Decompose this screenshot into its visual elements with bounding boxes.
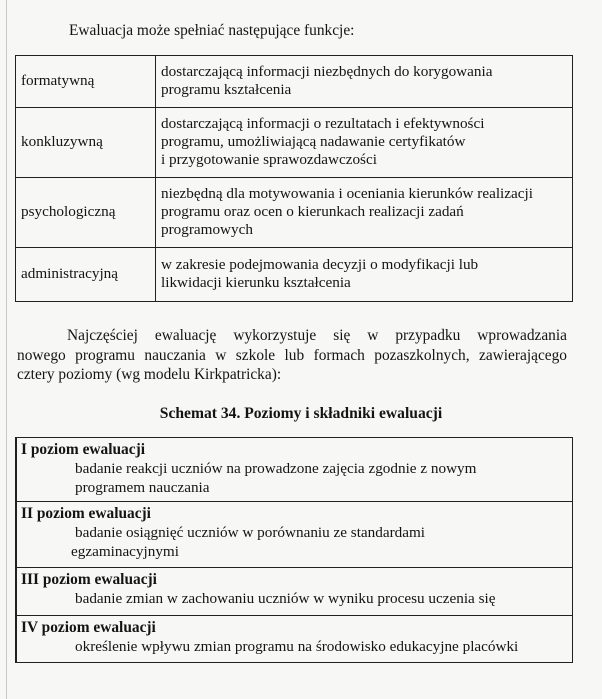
table-row bbox=[16, 248, 573, 302]
level-block bbox=[17, 438, 572, 501]
level-block bbox=[17, 615, 572, 662]
description-line: i przygotowanie sprawozdawczości bbox=[161, 151, 377, 168]
description-line: dostarczającą informacji niezbędnych do korygowania bbox=[161, 63, 493, 80]
level-title: I poziom ewaluacji bbox=[21, 441, 145, 458]
paragraph-line-1-wrap bbox=[17, 326, 567, 346]
level-description: badanie reakcji uczniów na prowadzone zajęcia zgodnie z nowym bbox=[75, 460, 477, 477]
level-description: badanie osiągnięć uczniów w porównaniu ze standardami bbox=[75, 524, 426, 541]
level-block bbox=[17, 567, 572, 615]
page-gutter-line bbox=[6, 0, 7, 699]
paragraph-line-3: cztery poziomy (wg modelu Kirkpatricka): bbox=[17, 366, 282, 383]
table-row bbox=[16, 178, 573, 248]
level-description: badanie zmian w zachowaniu uczniów w wyniku procesu uczenia się bbox=[75, 590, 496, 607]
function-description bbox=[156, 108, 573, 178]
description-line: dostarczającą informacji o rezultatach i efektywności bbox=[161, 115, 485, 132]
function-term: psychologiczną bbox=[16, 178, 156, 248]
level-description: określenie wpływu zmian programu na środowisko edukacyjne placówki bbox=[75, 638, 519, 655]
paragraph-line-2-wrap bbox=[17, 346, 567, 366]
functions-table bbox=[15, 55, 573, 302]
level-block bbox=[17, 501, 572, 567]
description-line: likwidacji kierunku kształcenia bbox=[161, 274, 351, 291]
description-line: programu oraz ocen o kierunkach realizacji zadań bbox=[161, 203, 464, 220]
level-description: programem nauczania bbox=[75, 479, 210, 496]
function-description bbox=[156, 178, 573, 248]
paragraph-line-1: Najczęściej ewaluację wykorzystuje się w przypadku wprowadzania bbox=[67, 327, 567, 344]
body-paragraph bbox=[17, 326, 567, 385]
paragraph-line-2: nowego programu nauczania w szkole lub formach pozaszkolnych, zawierającego bbox=[17, 346, 567, 364]
description-line: niezbędną dla motywowania i oceniania kierunków realizacji bbox=[161, 185, 533, 202]
function-term: formatywną bbox=[16, 56, 156, 108]
level-title: IV poziom ewaluacji bbox=[21, 619, 156, 636]
intro-text: Ewaluacja może spełniać następujące funkcje: bbox=[69, 22, 355, 39]
description-line: programu kształcenia bbox=[161, 81, 292, 98]
schema-title: Schemat 34. Poziomy i składniki ewaluacji bbox=[159, 405, 443, 422]
level-description: egzaminacyjnymi bbox=[71, 543, 179, 560]
level-title: III poziom ewaluacji bbox=[21, 571, 157, 588]
table-row bbox=[16, 56, 573, 108]
table-row bbox=[16, 108, 573, 178]
function-description bbox=[156, 56, 573, 108]
description-line: w zakresie podejmowania decyzji o modyfikacji lub bbox=[161, 256, 479, 273]
function-term: konkluzywną bbox=[16, 108, 156, 178]
description-line: programowych bbox=[161, 221, 253, 238]
level-title: II poziom ewaluacji bbox=[21, 505, 151, 522]
description-line: programu, umożliwiającą nadawanie certyfikatów bbox=[161, 133, 466, 150]
function-description bbox=[156, 248, 573, 302]
evaluation-levels-box bbox=[15, 437, 573, 663]
function-term: administracyjną bbox=[16, 248, 156, 302]
